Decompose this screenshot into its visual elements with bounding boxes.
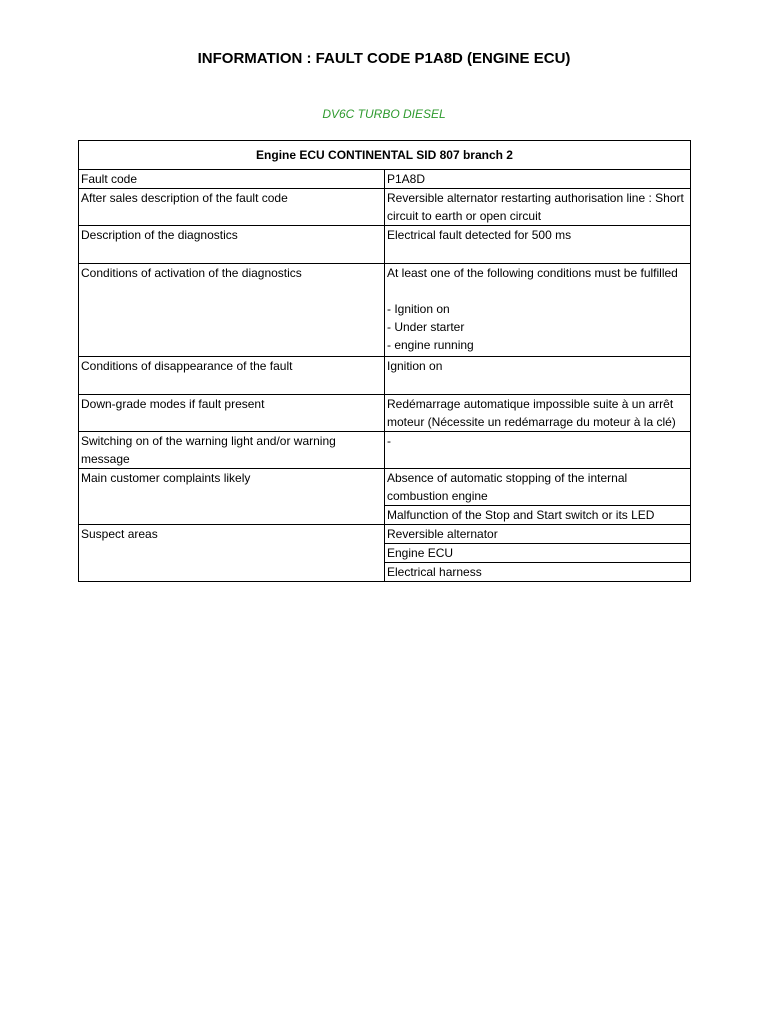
table-row-diag-desc: [79, 226, 691, 264]
activation-list: [387, 300, 688, 354]
engine-subtitle: DV6C TURBO DIESEL: [322, 107, 446, 121]
fault-code-value: P1A8D: [385, 170, 691, 189]
downgrade-value: Redémarrage automatique impossible suite à un arrêt moteur (Nécessite un redémarrage du moteur à la clé): [385, 395, 691, 432]
downgrade-label: Down-grade modes if fault present: [79, 395, 385, 432]
activation-label: Conditions of activation of the diagnostics: [79, 264, 385, 357]
list-item: - Ignition on: [387, 302, 450, 316]
diag-desc-label: Description of the diagnostics: [79, 226, 385, 264]
table-row-suspect-1: [79, 525, 691, 544]
list-item: - engine running: [387, 338, 474, 352]
complaint-value: Malfunction of the Stop and Start switch or its LED: [385, 506, 691, 525]
disappearance-value: Ignition on: [385, 357, 691, 395]
warning-value: -: [385, 432, 691, 469]
table-header: Engine ECU CONTINENTAL SID 807 branch 2: [79, 141, 691, 170]
warning-label: Switching on of the warning light and/or warning message: [79, 432, 385, 469]
table-header-row: [79, 141, 691, 170]
table-row-after-sales: [79, 189, 691, 226]
complaints-label: Main customer complaints likely: [79, 469, 385, 525]
activation-value: [385, 264, 691, 357]
suspect-value: Engine ECU: [385, 544, 691, 563]
table-row-complaints-1: [79, 469, 691, 506]
table-row-disappearance: [79, 357, 691, 395]
list-item: - Under starter: [387, 320, 465, 334]
after-sales-value: Reversible alternator restarting authorisation line : Short circuit to earth or open circuit: [385, 189, 691, 226]
table-row-warning: [79, 432, 691, 469]
suspect-label: Suspect areas: [79, 525, 385, 582]
suspect-value: Reversible alternator: [385, 525, 691, 544]
after-sales-label: After sales description of the fault code: [79, 189, 385, 226]
table-row-fault-code: [79, 170, 691, 189]
table-row-activation: [79, 264, 691, 357]
diag-desc-value: Electrical fault detected for 500 ms: [385, 226, 691, 264]
suspect-value: Electrical harness: [385, 563, 691, 582]
complaint-value: Absence of automatic stopping of the internal combustion engine: [385, 469, 691, 506]
activation-intro: At least one of the following conditions must be fulfilled: [387, 266, 678, 280]
disappearance-label: Conditions of disappearance of the fault: [79, 357, 385, 395]
fault-info-table: [78, 140, 691, 582]
page-title: INFORMATION : FAULT CODE P1A8D (ENGINE ECU): [197, 50, 571, 67]
fault-code-label: Fault code: [79, 170, 385, 189]
table-row-downgrade: [79, 395, 691, 432]
